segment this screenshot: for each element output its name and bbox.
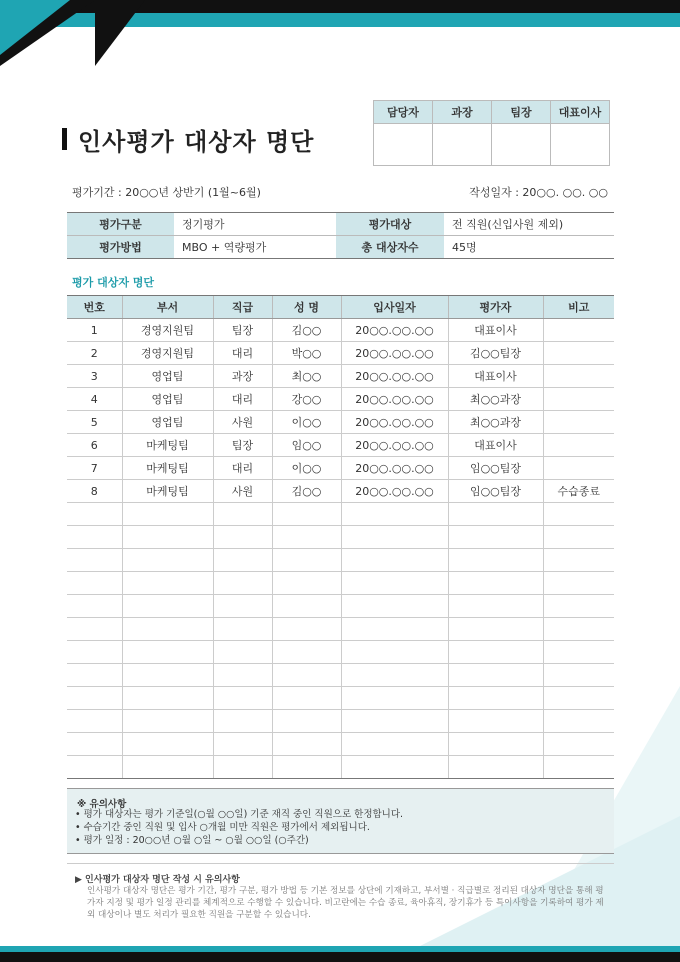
table-cell — [543, 434, 614, 457]
table-cell[interactable] — [448, 503, 543, 526]
info-label: 평가방법 — [67, 236, 174, 259]
table-cell[interactable] — [67, 641, 122, 664]
column-header: 입사일자 — [341, 296, 448, 319]
table-cell[interactable] — [272, 710, 341, 733]
table-cell: 김○○팀장 — [448, 342, 543, 365]
table-cell: 20○○.○○.○○ — [341, 342, 448, 365]
info-value: MBO + 역량평가 — [174, 236, 336, 259]
table-cell[interactable] — [448, 710, 543, 733]
table-cell — [543, 457, 614, 480]
section-title: 평가 대상자 명단 — [72, 276, 155, 289]
table-cell[interactable] — [272, 503, 341, 526]
table-cell[interactable] — [341, 641, 448, 664]
table-row — [67, 388, 614, 411]
table-cell: 5 — [67, 411, 122, 434]
table-cell: 과장 — [213, 365, 272, 388]
table-cell[interactable] — [272, 756, 341, 779]
table-cell[interactable] — [543, 710, 614, 733]
notes-title: ※ 유의사항 — [77, 799, 127, 810]
written-date: 작성일자 : 20○○. ○○. ○○ — [469, 186, 608, 199]
table-cell: 20○○.○○.○○ — [341, 319, 448, 342]
table-cell[interactable] — [543, 618, 614, 641]
column-header: 평가자 — [448, 296, 543, 319]
table-cell[interactable] — [213, 733, 272, 756]
column-header: 성 명 — [272, 296, 341, 319]
table-row — [67, 457, 614, 480]
empty-row — [67, 595, 614, 618]
note-item: • 평가 일정 : 20○○년 ○월 ○일 ~ ○월 ○○일 (○주간) — [75, 834, 403, 847]
table-cell[interactable] — [122, 710, 213, 733]
table-cell: 20○○.○○.○○ — [341, 365, 448, 388]
table-cell[interactable] — [448, 572, 543, 595]
table-cell: 김○○ — [272, 319, 341, 342]
table-cell[interactable] — [341, 595, 448, 618]
empty-row — [67, 641, 614, 664]
table-cell — [543, 365, 614, 388]
table-cell: 마케팅팀 — [122, 480, 213, 503]
table-cell[interactable] — [341, 572, 448, 595]
table-cell[interactable] — [67, 618, 122, 641]
table-cell[interactable] — [272, 595, 341, 618]
table-row — [67, 411, 614, 434]
table-cell: 경영지원팀 — [122, 319, 213, 342]
table-cell[interactable] — [543, 549, 614, 572]
table-cell[interactable] — [122, 526, 213, 549]
approval-sign-cell[interactable] — [551, 124, 610, 166]
table-cell[interactable] — [272, 641, 341, 664]
table-cell[interactable] — [341, 618, 448, 641]
notes-list — [75, 808, 403, 847]
table-cell[interactable] — [272, 687, 341, 710]
empty-row — [67, 618, 614, 641]
table-cell: 임○○팀장 — [448, 480, 543, 503]
approval-sign-cell[interactable] — [492, 124, 551, 166]
table-cell[interactable] — [341, 756, 448, 779]
table-cell[interactable] — [341, 503, 448, 526]
table-cell: 대리 — [213, 342, 272, 365]
table-cell: 팀장 — [213, 434, 272, 457]
table-cell: 7 — [67, 457, 122, 480]
evaluation-period: 평가기간 : 20○○년 상반기 (1월~6월) — [72, 186, 261, 199]
table-cell: 3 — [67, 365, 122, 388]
corner-decoration — [0, 0, 70, 55]
table-cell[interactable] — [122, 572, 213, 595]
table-cell: 영업팀 — [122, 411, 213, 434]
empty-row — [67, 503, 614, 526]
table-cell[interactable] — [213, 595, 272, 618]
table-cell: 김○○ — [272, 480, 341, 503]
table-cell: 20○○.○○.○○ — [341, 457, 448, 480]
table-cell[interactable] — [213, 641, 272, 664]
table-cell[interactable] — [543, 595, 614, 618]
table-cell: 20○○.○○.○○ — [341, 388, 448, 411]
table-cell[interactable] — [341, 687, 448, 710]
empty-row — [67, 710, 614, 733]
table-cell[interactable] — [543, 664, 614, 687]
table-cell[interactable] — [272, 618, 341, 641]
column-header: 부서 — [122, 296, 213, 319]
table-cell: 경영지원팀 — [122, 342, 213, 365]
table-cell: 사원 — [213, 411, 272, 434]
table-cell — [543, 319, 614, 342]
table-cell[interactable] — [272, 664, 341, 687]
approval-label: 팀장 — [492, 101, 551, 124]
guide-title: ▶ 인사평가 대상자 명단 작성 시 유의사항 — [75, 875, 240, 885]
table-cell[interactable] — [272, 572, 341, 595]
table-cell[interactable] — [122, 618, 213, 641]
table-cell: 임○○팀장 — [448, 457, 543, 480]
table-cell[interactable] — [67, 503, 122, 526]
info-value: 전 직원(신입사원 제외) — [444, 213, 614, 236]
info-label: 총 대상자수 — [336, 236, 444, 259]
approval-sign-cell[interactable] — [433, 124, 492, 166]
table-cell[interactable] — [543, 526, 614, 549]
table-cell[interactable] — [213, 572, 272, 595]
table-cell[interactable] — [213, 710, 272, 733]
table-cell[interactable] — [213, 549, 272, 572]
info-table — [67, 212, 614, 259]
note-item: • 수습기간 중인 직원 및 입사 ○개월 미만 직원은 평가에서 제외됩니다. — [75, 821, 403, 834]
table-cell[interactable] — [448, 618, 543, 641]
table-cell[interactable] — [272, 549, 341, 572]
table-cell[interactable] — [341, 733, 448, 756]
table-cell: 최○○과장 — [448, 411, 543, 434]
table-cell[interactable] — [448, 641, 543, 664]
table-cell — [543, 342, 614, 365]
empty-row — [67, 549, 614, 572]
table-cell[interactable] — [122, 549, 213, 572]
column-header: 번호 — [67, 296, 122, 319]
table-cell[interactable] — [272, 733, 341, 756]
table-cell[interactable] — [448, 687, 543, 710]
roster-table — [67, 295, 614, 779]
table-row — [67, 365, 614, 388]
table-cell: 최○○ — [272, 365, 341, 388]
info-value: 정기평가 — [174, 213, 336, 236]
table-cell[interactable] — [448, 549, 543, 572]
table-cell: 4 — [67, 388, 122, 411]
empty-row — [67, 756, 614, 779]
notes-box — [67, 788, 614, 854]
table-cell[interactable] — [67, 664, 122, 687]
table-cell — [543, 411, 614, 434]
table-cell[interactable] — [213, 664, 272, 687]
empty-row — [67, 687, 614, 710]
guide-section — [67, 863, 614, 920]
note-item: • 평가 대상자는 평가 기준일(○월 ○○일) 기준 재직 중인 직원으로 한정합니다. — [75, 808, 403, 821]
approval-box — [373, 100, 610, 166]
table-cell: 6 — [67, 434, 122, 457]
table-cell[interactable] — [448, 756, 543, 779]
bottom-bar — [0, 952, 680, 962]
empty-row — [67, 664, 614, 687]
approval-sign-cell[interactable] — [374, 124, 433, 166]
table-cell[interactable] — [543, 687, 614, 710]
table-cell[interactable] — [341, 526, 448, 549]
table-cell: 20○○.○○.○○ — [341, 411, 448, 434]
table-cell[interactable] — [67, 756, 122, 779]
table-cell[interactable] — [448, 664, 543, 687]
table-cell: 이○○ — [272, 411, 341, 434]
table-cell: 마케팅팀 — [122, 457, 213, 480]
table-cell[interactable] — [67, 549, 122, 572]
table-cell[interactable] — [67, 733, 122, 756]
table-cell[interactable] — [67, 595, 122, 618]
table-cell — [543, 388, 614, 411]
table-cell[interactable] — [213, 687, 272, 710]
table-cell[interactable] — [122, 756, 213, 779]
table-cell[interactable] — [448, 733, 543, 756]
table-cell[interactable] — [213, 756, 272, 779]
table-cell[interactable] — [213, 503, 272, 526]
table-cell[interactable] — [543, 733, 614, 756]
table-cell[interactable] — [122, 595, 213, 618]
info-label: 평가구분 — [67, 213, 174, 236]
table-cell: 대표이사 — [448, 365, 543, 388]
table-cell: 2 — [67, 342, 122, 365]
table-cell[interactable] — [67, 687, 122, 710]
table-cell: 영업팀 — [122, 388, 213, 411]
table-cell[interactable] — [448, 526, 543, 549]
table-cell[interactable] — [341, 549, 448, 572]
table-cell: 임○○ — [272, 434, 341, 457]
column-header: 비고 — [543, 296, 614, 319]
table-row — [67, 434, 614, 457]
table-cell: 박○○ — [272, 342, 341, 365]
guide-body: 인사평가 대상자 명단은 평가 기간, 평가 구분, 평가 방법 등 기본 정보를 상단에 기재하고, 부서별 · 직급별로 정리된 대상자 명단을 통해 평가자 지정 및 평가 일정 관리를 체계적으로 수행할 수 있습니다. 비고란에는 수습 종료, 육아휴직, 장기휴가 등 특이사항을 기록하여 평가 제외 대상이나 별도 처리가 필요한 직원을 구분할 수 있습니다. — [87, 886, 604, 920]
table-cell[interactable] — [543, 572, 614, 595]
table-cell: 8 — [67, 480, 122, 503]
approval-label: 과장 — [433, 101, 492, 124]
table-cell[interactable] — [67, 526, 122, 549]
table-cell[interactable] — [213, 526, 272, 549]
table-cell[interactable] — [213, 618, 272, 641]
table-cell[interactable] — [543, 756, 614, 779]
table-cell[interactable] — [122, 503, 213, 526]
table-cell[interactable] — [448, 595, 543, 618]
table-cell[interactable] — [122, 664, 213, 687]
table-cell: 마케팅팀 — [122, 434, 213, 457]
approval-label: 대표이사 — [551, 101, 610, 124]
table-cell: 대리 — [213, 457, 272, 480]
table-cell[interactable] — [543, 641, 614, 664]
table-cell[interactable] — [341, 710, 448, 733]
table-cell: 사원 — [213, 480, 272, 503]
table-cell: 최○○과장 — [448, 388, 543, 411]
table-cell: 20○○.○○.○○ — [341, 434, 448, 457]
column-header: 직급 — [213, 296, 272, 319]
approval-label: 담당자 — [374, 101, 433, 124]
info-value: 45명 — [444, 236, 614, 259]
table-cell: 팀장 — [213, 319, 272, 342]
table-cell: 강○○ — [272, 388, 341, 411]
table-cell[interactable] — [122, 733, 213, 756]
table-cell: 이○○ — [272, 457, 341, 480]
table-cell[interactable] — [543, 503, 614, 526]
empty-row — [67, 572, 614, 595]
table-cell: 영업팀 — [122, 365, 213, 388]
table-cell[interactable] — [341, 664, 448, 687]
title-marker — [62, 128, 67, 150]
table-row — [67, 342, 614, 365]
table-cell[interactable] — [272, 526, 341, 549]
table-cell: 1 — [67, 319, 122, 342]
page-title: 인사평가 대상자 명단 — [78, 128, 315, 156]
table-cell[interactable] — [67, 710, 122, 733]
table-row — [67, 480, 614, 503]
table-cell: 대표이사 — [448, 319, 543, 342]
table-cell: 대표이사 — [448, 434, 543, 457]
info-label: 평가대상 — [336, 213, 444, 236]
empty-row — [67, 733, 614, 756]
table-cell[interactable] — [122, 687, 213, 710]
table-cell: 수습종료 — [543, 480, 614, 503]
table-cell[interactable] — [122, 641, 213, 664]
empty-row — [67, 526, 614, 549]
table-row — [67, 319, 614, 342]
table-cell: 대리 — [213, 388, 272, 411]
corner-decoration — [95, 0, 145, 66]
table-cell[interactable] — [67, 572, 122, 595]
table-cell: 20○○.○○.○○ — [341, 480, 448, 503]
